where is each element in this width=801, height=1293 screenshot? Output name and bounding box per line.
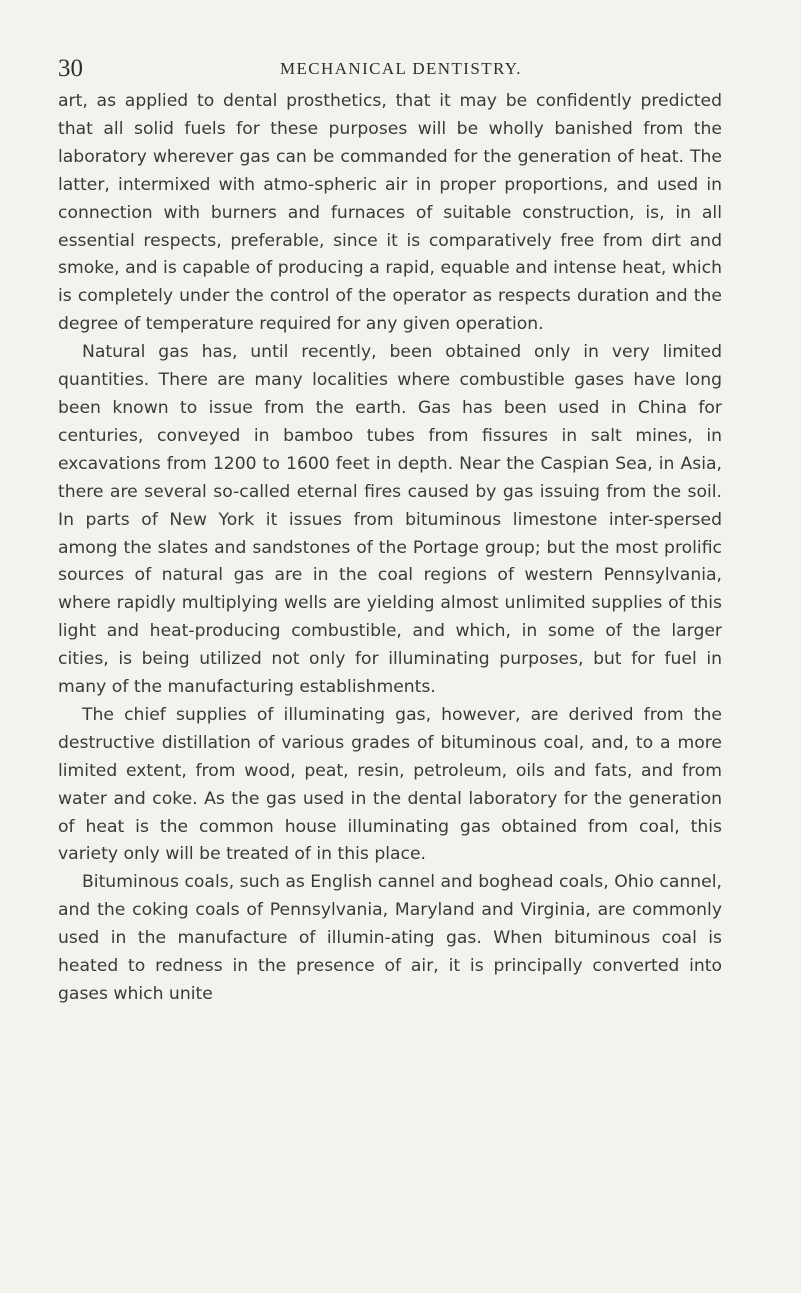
- page-number: 30: [58, 55, 83, 82]
- body-text: [58, 88, 722, 1009]
- paragraph: Natural gas has, until recently, been obtained only in very limited quantities. There are many localities where combustible gases have long been known to issue from the earth. Gas has been used in China for centuries, conveyed in bamboo tubes from fissures in salt mines, in excavations from 1200 to 1600 feet in depth. Near the Caspian Sea, in Asia, there are several so-called eternal fires caused by gas issuing from the soil. In parts of New York it issues from bituminous limestone inter-spersed among the slates and sandstones of the Portage group; but the most prolific sources of natural gas are in the coal regions of western Pennsylvania, where rapidly multiplying wells are yielding almost unlimited supplies of this light and heat-producing combustible, and which, in some of the larger cities, is being utilized not only for illuminating purposes, but for fuel in many of the manufacturing establishments.: [58, 342, 722, 698]
- page-header: [58, 54, 718, 84]
- running-head: MECHANICAL DENTISTRY.: [280, 59, 522, 78]
- paragraph: The chief supplies of illuminating gas, however, are derived from the destructive distillation of various grades of bituminous coal, and, to a more limited extent, from wood, peat, resin, petroleum, oils and fats, and from water and coke. As the gas used in the dental laboratory for the generation of heat is the common house illuminating gas obtained from coal, this variety only will be treated of in this place.: [58, 704, 722, 865]
- paragraph: Bituminous coals, such as English cannel and boghead coals, Ohio cannel, and the coking coals of Pennsylvania, Maryland and Virginia, are commonly used in the manufacture of illumin-ating gas. When bituminous coal is heated to redness in the presence of air, it is principally converted into gases which unite: [58, 872, 722, 1004]
- paragraph: art, as applied to dental prosthetics, that it may be confidently predicted that all solid fuels for these purposes will be wholly banished from the laboratory wherever gas can be commanded for the generation of heat. The latter, intermixed with atmo-spheric air in proper proportions, and used in connection with burners and furnaces of suitable construction, is, in all essential respects, preferable, since it is comparatively free from dirt and smoke, and is capable of producing a rapid, equable and intense heat, which is completely under the control of the operator as respects duration and the degree of temperature required for any given operation.: [58, 91, 722, 335]
